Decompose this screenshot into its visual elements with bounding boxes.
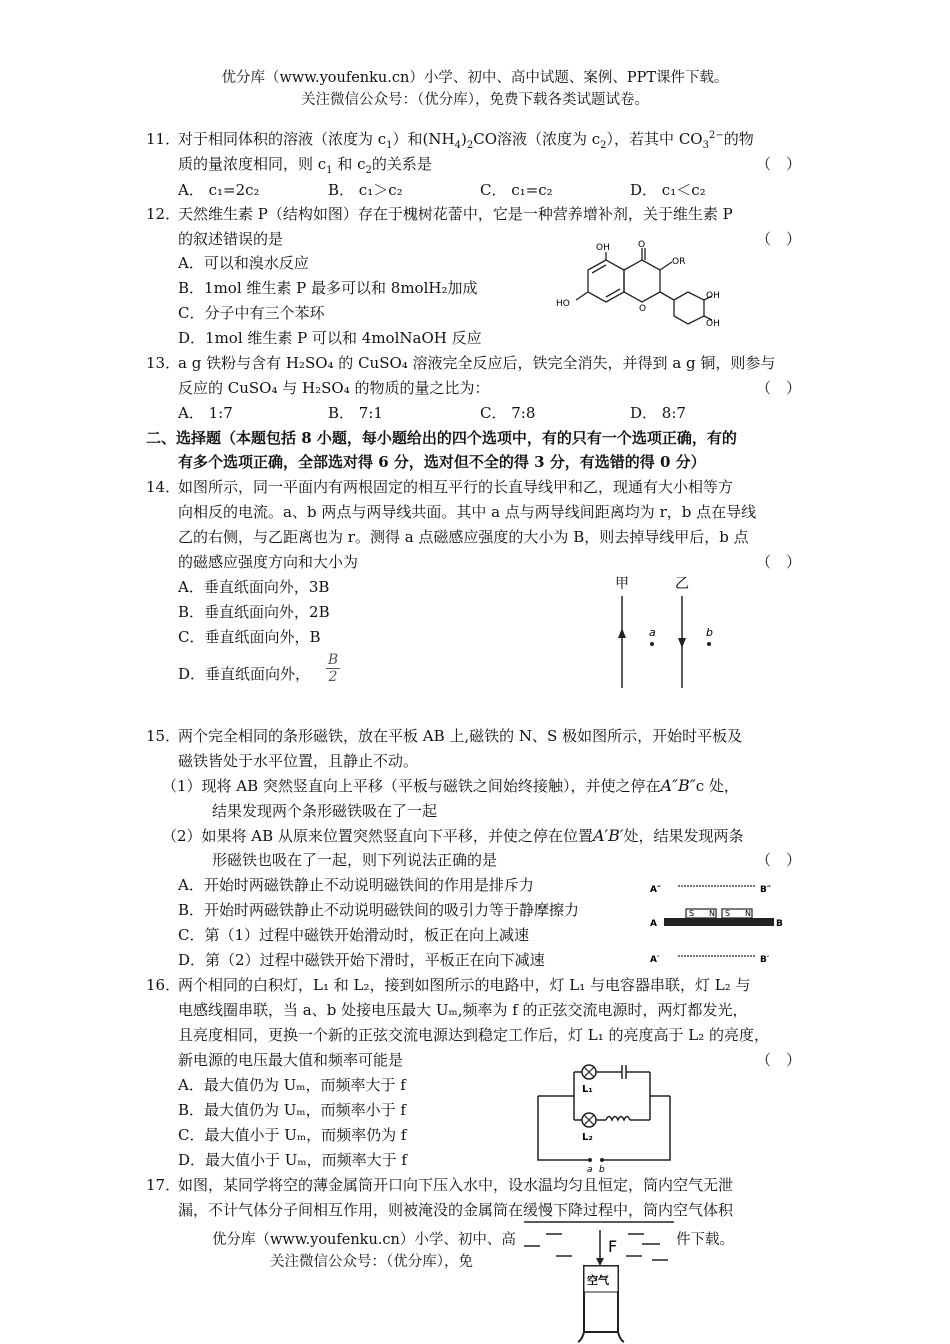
q17-number: 17． [146, 1176, 181, 1194]
magnet-right-n: N [745, 909, 751, 918]
q13-answer-paren: （ ） [756, 379, 802, 397]
q15-option-c: C．第（1）过程中磁铁开始滑动时，板正在向上减速 [178, 926, 530, 944]
q16-answer-paren: （ ） [756, 1051, 802, 1069]
q15-option-b: B．开始时两磁铁静止不动说明磁铁间的吸引力等于静摩擦力 [178, 901, 580, 919]
q17-line-1: 如图，某同学将空的薄金属筒开口向下压入水中，设水温均匀且恒定，筒内空气无泄 [178, 1176, 734, 1194]
q12-line-1: 天然维生素 P（结构如图）存在于槐树花蕾中，它是一种营养增补剂，关于维生素 P [178, 205, 733, 223]
wire-jia-label: 甲 [615, 576, 629, 592]
q11-option-c: C． c₁=c₂ [480, 181, 553, 199]
q11-option-a: A． c₁=2c₂ [178, 181, 260, 199]
q13-option-a: A． 1:7 [178, 404, 233, 422]
point-a-label: a [649, 626, 656, 639]
point-b-label: b [706, 626, 713, 639]
circuit-figure [530, 1062, 682, 1174]
vp-label-o-top: O [638, 240, 646, 250]
q17-line-2: 漏，不计气体分子间相互作用，则被淹没的金属筒在缓慢下降过程中，筒内空气体积 [178, 1201, 734, 1219]
q13-option-d: D． 8:7 [630, 404, 686, 422]
wire-yi-arrow-down-icon [678, 638, 686, 648]
q11-line-2: 质的量浓度相同，则 $c_1$ 和 $c_2$的关系是 [178, 155, 432, 176]
q14-option-b: B．垂直纸面向外，2B [178, 603, 330, 621]
q12-option-c: C．分子中有三个苯环 [178, 304, 325, 322]
q12-answer-paren: （ ） [756, 230, 802, 248]
q11-answer-paren: （ ） [756, 155, 802, 173]
q12-option-b: B．1mol 维生素 P 最多可以和 8molH₂加成 [178, 279, 478, 297]
q14-fraction-den: 2 [326, 668, 340, 685]
q16-line-4: 新电源的电压最大值和频率可能是 [178, 1051, 404, 1069]
q15-line-1: 两个完全相同的条形磁铁，放在平板 AB 上,磁铁的 N、S 极如图所示，开始时平板及 [178, 727, 743, 745]
footer-line-1-right: 件下载。 [676, 1232, 734, 1248]
parallel-wires-figure [605, 572, 725, 692]
pos-a1-label: A′ [650, 955, 660, 965]
point-b [707, 642, 711, 646]
wire-right [602, 1096, 670, 1160]
air-label: 空气 [587, 1274, 609, 1287]
q11-option-b: B． c₁＞c₂ [328, 181, 403, 199]
header-line-2: 关注微信公众号：（优分库），免费下载各类试题试卷。 [301, 92, 649, 108]
terminal-a-label: a [587, 1165, 593, 1175]
q13-option-c: C． 7:8 [480, 404, 536, 422]
q14-option-d: D．垂直纸面向外， [178, 665, 311, 683]
lamp-l1-label: L₁ [582, 1084, 593, 1095]
q14-fraction-num: B [327, 652, 339, 668]
magnet-right-s: S [725, 909, 731, 918]
q16-number: 16． [146, 976, 181, 994]
magnet-left-n: N [709, 909, 715, 918]
q15-sub-1a: （1）现将 AB 突然竖直向上平移（平板与磁铁之间始终接触），并使之停在A″B″c 处， [162, 776, 739, 795]
q16-line-1: 两个相同的白积灯，L₁ 和 L₂，接到如图所示的电路中，灯 L₁ 与电容器串联，灯 L₂ 与 [178, 976, 751, 994]
q16-option-d: D．最大值小于 Uₘ，而频率大于 f [178, 1151, 407, 1169]
q11-line-1: 对于相同体积的溶液（浓度为 $c_1$）和$(NH_4)_2CO$溶液（浓度为 $c_2$），若其中 $CO_3^{2-}$的物 [178, 130, 754, 151]
section-2-heading-2: 有多个选项正确，全部选对得 6 分，选对但不全的得 3 分，有选错的得 0 分） [178, 453, 706, 471]
q12-option-d: D．1mol 维生素 P 可以和 4molNaOH 反应 [178, 329, 482, 347]
vp-label-or: OR [672, 257, 686, 267]
pos-b-label: B [776, 919, 783, 929]
terminal-a [588, 1158, 592, 1162]
q16-option-a: A．最大值仍为 Uₘ，而频率大于 f [178, 1076, 406, 1094]
footer-line-1-left: 优分库（www.youfenku.cn）小学、初中、高 [212, 1232, 516, 1248]
footer-line-2-left: 关注微信公众号：（优分库），免 [270, 1254, 473, 1270]
wire-left [538, 1096, 590, 1160]
q12-number: 12． [146, 205, 181, 223]
board-ab [664, 918, 774, 926]
q14-line-2: 向相反的电流。a、b 两点与两导线共面。其中 a 点与两导线间距离均为 r，b 点在导线 [178, 503, 757, 521]
force-f-label: F [608, 1237, 618, 1256]
q15-sub-2b: 形磁铁也吸在了一起，则下列说法正确的是 [212, 851, 498, 869]
q14-line-4: 的磁感应强度方向和大小为 [178, 553, 359, 571]
lamp-l2-label: L₂ [582, 1132, 593, 1143]
pos-a-label: A [650, 919, 657, 929]
vp-label-o-ring: O [639, 304, 647, 314]
q11-option-d: D． c₁＜c₂ [630, 181, 706, 199]
water-surface-area [524, 1220, 674, 1272]
q12-option-a: A．可以和溴水反应 [178, 254, 309, 272]
q15-sub-2a: （2）如果将 AB 从原来位置突然竖直向下平移，并使之停在位置A′B′处，结果发现两条 [162, 826, 744, 845]
q14-line-1: 如图所示，同一平面内有两根固定的相互平行的长直导线甲和乙，现通有大小相等方 [178, 478, 734, 496]
q14-number: 14． [146, 478, 181, 496]
q13-option-b: B． 7:1 [328, 404, 383, 422]
q16-option-b: B．最大值仍为 Uₘ，而频率小于 f [178, 1101, 406, 1119]
magnet-board-figure [646, 876, 786, 968]
terminal-b-label: b [599, 1165, 605, 1175]
q13-line-2: 反应的 CuSO₄ 与 H₂SO₄ 的物质的量之比为： [178, 379, 490, 397]
vitamin-p-structure-figure [548, 240, 718, 332]
terminal-b [600, 1158, 604, 1162]
vp-label-oh-top: OH [596, 243, 610, 253]
q14-answer-paren: （ ） [756, 553, 802, 571]
q15-number: 15． [146, 727, 181, 745]
wire-jia-arrow-up-icon [618, 628, 626, 638]
q15-option-a: A．开始时两磁铁静止不动说明磁铁间的作用是排斥力 [178, 876, 534, 894]
q15-answer-paren: （ ） [756, 851, 802, 869]
cylinder-in-water-figure [516, 1214, 681, 1344]
q14-fraction [326, 652, 340, 685]
q11-number: 11． [146, 130, 181, 148]
vp-label-ho: HO [556, 299, 570, 309]
q15-line-2: 磁铁皆处于水平位置，且静止不动。 [178, 752, 419, 770]
magnet-left-s: S [689, 909, 695, 918]
q16-option-c: C．最大值小于 Uₘ，而频率仍为 f [178, 1126, 407, 1144]
q15-option-d: D．第（2）过程中磁铁开始下滑时，平板正在向下减速 [178, 951, 545, 969]
q16-line-3: 且亮度相同，更换一个新的正弦交流电源达到稳定工作后，灯 L₁ 的亮度高于 L₂ 的亮度， [178, 1026, 770, 1044]
inductor-coil-icon [606, 1117, 630, 1121]
q16-line-2: 电感线圈串联，当 a、b 处接电压最大 Uₘ,频率为 f 的正弦交流电源时，两灯都发光， [178, 1001, 748, 1019]
pos-a2-label: A″ [650, 885, 661, 895]
q13-line-1: a g 铁粉与含有 H₂SO₄ 的 CuSO₄ 溶液完全反应后，铁完全消失，并得到 a g 铜，则参与 [178, 354, 776, 372]
q14-line-3: 乙的右侧，与乙距离也为 r。测得 a 点磁感应强度的大小为 B，则去掉导线甲后，b 点 [178, 528, 749, 546]
pos-b1-label: B′ [760, 955, 770, 965]
q14-option-c: C．垂直纸面向外，B [178, 628, 321, 646]
section-2-heading-1: 二、选择题（本题包括 8 小题，每小题给出的四个选项中，有的只有一个选项正确，有的 [146, 429, 737, 447]
q12-line-2: 的叙述错误的是 [178, 230, 284, 248]
q14-option-a: A．垂直纸面向外，3B [178, 578, 330, 596]
pos-b2-label: B″ [760, 885, 771, 895]
cylinder-open-end [578, 1332, 624, 1342]
q13-number: 13． [146, 354, 181, 372]
wire-yi-label: 乙 [675, 576, 689, 592]
vp-label-oh-r1: OH [706, 291, 720, 301]
vp-label-oh-r2: OH [706, 319, 720, 329]
q15-sub-1b: 结果发现两个条形磁铁吸在了一起 [212, 802, 438, 820]
point-a [650, 642, 654, 646]
header-line-1: 优分库（www.youfenku.cn）小学、初中、高中试题、案例、PPT课件下载。 [221, 70, 729, 86]
